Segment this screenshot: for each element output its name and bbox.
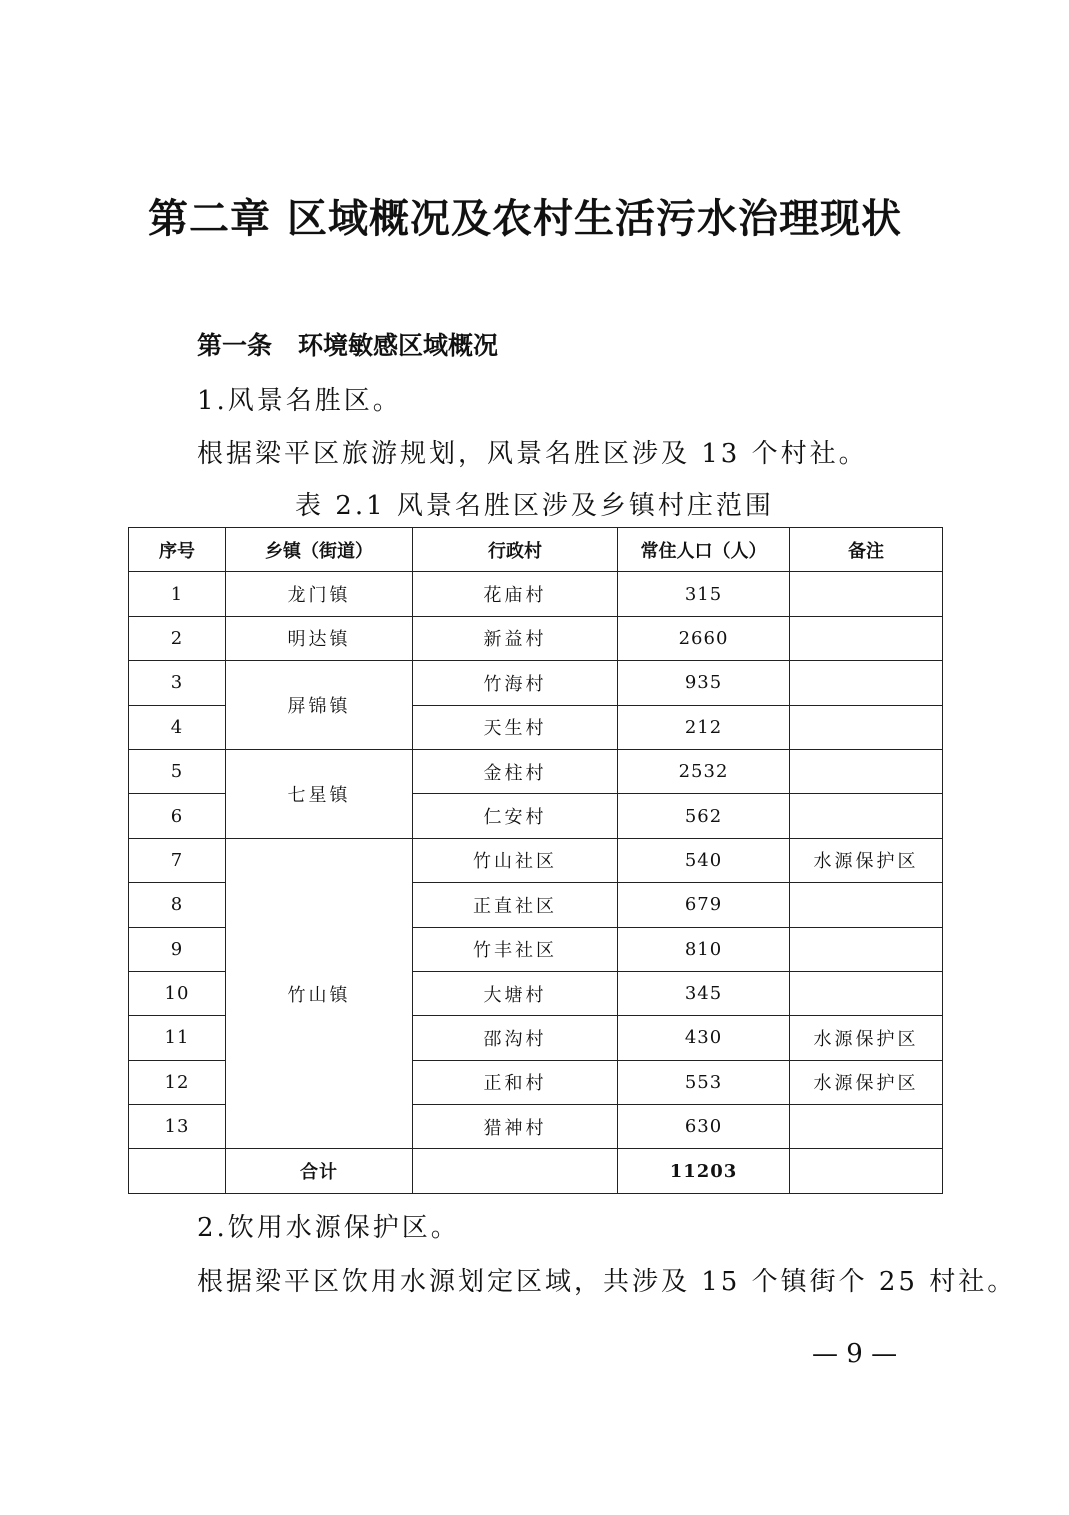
row-note: 水源保护区 (790, 838, 943, 882)
header-note: 备注 (790, 528, 943, 572)
row-village: 正直社区 (413, 883, 618, 927)
row-village: 猎神村 (413, 1105, 618, 1149)
water-source-paragraph: 根据梁平区饮用水源划定区域，共涉及 15 个镇街个 25 村社。 (197, 1267, 1017, 1297)
row-no: 13 (129, 1105, 226, 1149)
water-source-heading: 2.饮用水源保护区。 (197, 1213, 460, 1243)
table-header-row (129, 528, 943, 572)
row-population: 540 (618, 838, 790, 882)
row-population: 553 (618, 1060, 790, 1104)
scenic-area-heading: 1.风景名胜区。 (197, 386, 402, 416)
total-note (790, 1149, 943, 1193)
row-village: 正和村 (413, 1060, 618, 1104)
row-population: 345 (618, 971, 790, 1015)
row-population: 810 (618, 927, 790, 971)
row-note (790, 927, 943, 971)
row-no: 7 (129, 838, 226, 882)
row-village: 大塘村 (413, 971, 618, 1015)
row-no: 10 (129, 971, 226, 1015)
row-note (790, 883, 943, 927)
table-caption: 表 2.1 风景名胜区涉及乡镇村庄范围 (295, 491, 774, 521)
row-no: 1 (129, 572, 226, 616)
row-population: 430 (618, 1016, 790, 1060)
row-village: 竹海村 (413, 661, 618, 705)
row-no: 11 (129, 1016, 226, 1060)
row-town: 明达镇 (226, 616, 413, 660)
row-population: 679 (618, 883, 790, 927)
row-village: 新益村 (413, 616, 618, 660)
row-no: 12 (129, 1060, 226, 1104)
table-total-row (129, 1149, 943, 1193)
row-population: 562 (618, 794, 790, 838)
chapter-title-text: 区域概况及农村生活污水治理现状 (287, 195, 902, 242)
row-note (790, 572, 943, 616)
header-village: 行政村 (413, 528, 618, 572)
row-population: 2660 (618, 616, 790, 660)
row-no: 5 (129, 749, 226, 793)
row-population: 212 (618, 705, 790, 749)
section-heading-text: 环境敏感区域概况 (298, 331, 499, 360)
row-village: 竹丰社区 (413, 927, 618, 971)
row-note (790, 661, 943, 705)
total-village (413, 1149, 618, 1193)
page-number: — 9 — (812, 1339, 898, 1369)
row-no: 9 (129, 927, 226, 971)
section-heading (197, 328, 498, 364)
table-row (129, 572, 943, 616)
row-note (790, 1105, 943, 1149)
chapter-number: 第二章 (148, 195, 271, 242)
row-note: 水源保护区 (790, 1060, 943, 1104)
table-row (129, 749, 943, 793)
row-population: 315 (618, 572, 790, 616)
row-population: 630 (618, 1105, 790, 1149)
table-row (129, 661, 943, 705)
row-note (790, 705, 943, 749)
scenic-area-table (128, 527, 943, 1194)
row-no: 8 (129, 883, 226, 927)
row-no: 4 (129, 705, 226, 749)
row-town: 竹山镇 (226, 838, 413, 1149)
total-population: 11203 (618, 1149, 790, 1193)
table-row (129, 838, 943, 882)
row-note (790, 616, 943, 660)
section-label: 第一条 (197, 331, 273, 360)
chapter-title (148, 192, 948, 246)
row-note (790, 971, 943, 1015)
header-population: 常住人口（人） (618, 528, 790, 572)
total-no (129, 1149, 226, 1193)
row-population: 935 (618, 661, 790, 705)
header-town: 乡镇（街道） (226, 528, 413, 572)
row-village: 花庙村 (413, 572, 618, 616)
row-village: 邵沟村 (413, 1016, 618, 1060)
row-note (790, 749, 943, 793)
table-row (129, 616, 943, 660)
row-village: 仁安村 (413, 794, 618, 838)
row-no: 6 (129, 794, 226, 838)
row-note: 水源保护区 (790, 1016, 943, 1060)
total-label: 合计 (226, 1149, 413, 1193)
scenic-area-paragraph: 根据梁平区旅游规划，风景名胜区涉及 13 个村社。 (197, 439, 868, 469)
row-town: 屏锦镇 (226, 661, 413, 750)
row-population: 2532 (618, 749, 790, 793)
row-no: 2 (129, 616, 226, 660)
row-note (790, 794, 943, 838)
row-no: 3 (129, 661, 226, 705)
row-village: 金柱村 (413, 749, 618, 793)
row-village: 竹山社区 (413, 838, 618, 882)
row-village: 天生村 (413, 705, 618, 749)
row-town: 龙门镇 (226, 572, 413, 616)
header-no: 序号 (129, 528, 226, 572)
row-town: 七星镇 (226, 749, 413, 838)
